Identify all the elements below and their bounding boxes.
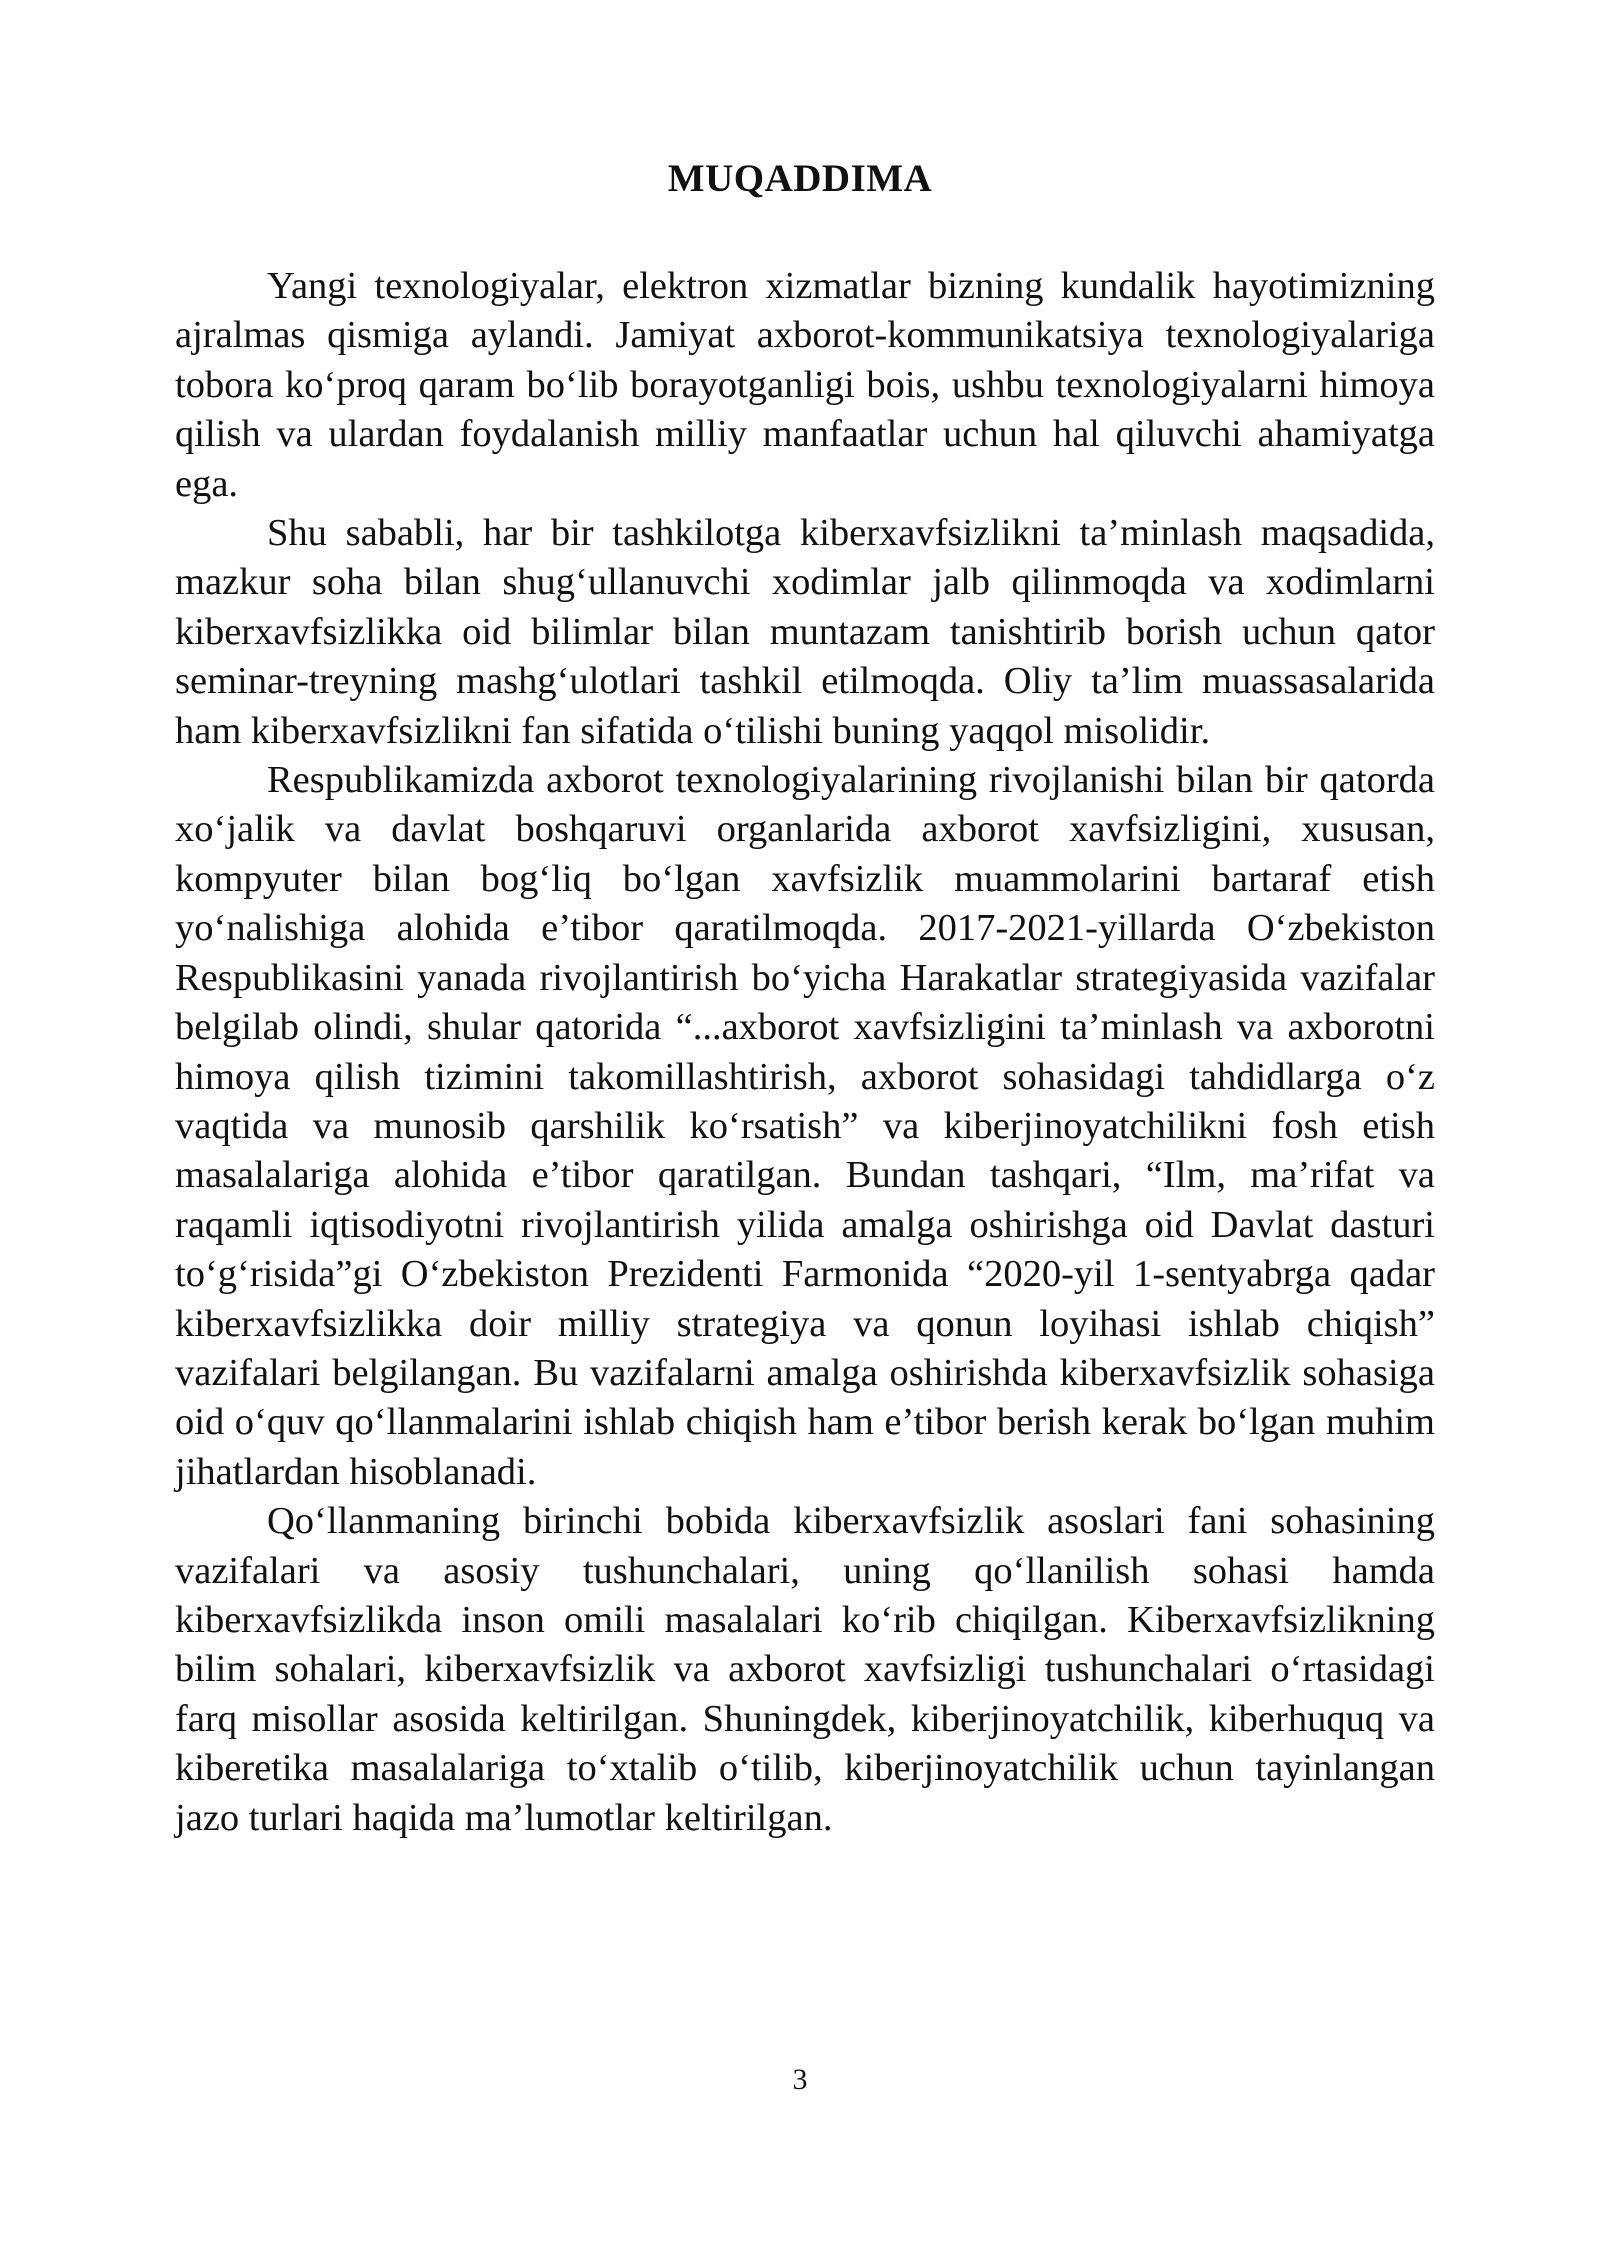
page-number: 3	[792, 2063, 808, 2096]
page-title: MUQADDIMA	[667, 157, 933, 200]
paragraph-2: Shu sababli, har bir tashkilotga kiberxavfsizlikni ta’minlash maqsadida, mazkur soha bilan shug‘ullanuvchi xodimlar jalb qilinmoqda va xodimlarni kiberxavfsizlikka oid bilimlar bilan muntazam tanishtirib borish uchun qator seminar-treyning mashg‘ulotlari tashkil etilmoqda. Oliy ta’lim muassasalarida ham kiberxavfsizlikni fan sifatida o‘tilishi buning yaqqol misolidir.	[175, 512, 1435, 752]
paragraph-3: Respublikamizda axborot texnologiyalarining rivojlanishi bilan bir qatorda xo‘jalik va davlat boshqaruvi organlarida axborot xavfsizligini, xususan, kompyuter bilan bog‘liq bo‘lgan xavfsizlik muammolarini bartaraf etish yo‘nalishiga alohida e’tibor qaratilmoqda. 2017-2021-yillarda O‘zbekiston Respublikasini yanada rivojlantirish bo‘yicha Harakatlar strategiyasida vazifalar belgilab olindi, shular qatorida “...axborot xavfsizligini ta’minlash va axborotni himoya qilish tizimini takomillashtirish, axborot sohasidagi tahdidlarga o‘z vaqtida va munosib qarshilik ko‘rsatish” va kiberjinoyatchilikni fosh etish masalalariga alohida e’tibor qaratilgan. Bundan tashqari, “Ilm, ma’rifat va raqamli iqtisodiyotni rivojlantirish yilida amalga oshirishga oid Davlat dasturi to‘g‘risida”gi O‘zbekiston Prezidenti Farmonida “2020-yil 1-sentyabrga qadar kiberxavfsizlikka doir milliy strategiya va qonun loyihasi ishlab chiqish” vazifalari belgilangan. Bu vazifalarni amalga oshirishda kiberxavfsizlik sohasiga oid o‘quv qo‘llanmalarini ishlab chiqish ham e’tibor berish kerak bo‘lgan muhim jihatlardan hisoblanadi.	[175, 759, 1435, 1493]
paragraph-4: Qo‘llanmaning birinchi bobida kiberxavfsizlik asoslari fani sohasining vazifalari va asosiy tushunchalari, uning qo‘llanilish sohasi hamda kiberxavfsizlikda inson omili masalalari ko‘rib chiqilgan. Kiberxavfsizlikning bilim sohalari, kiberxavfsizlik va axborot xavfsizligi tushunchalari o‘rtasidagi farq misollar asosida keltirilgan. Shuningdek, kiberjinoyatchilik, kiberhuquq va kiberetika masalalariga to‘xtalib o‘tilib, kiberjinoyatchilik uchun tayinlangan jazo turlari haqida ma’lumotlar keltirilgan.	[175, 1500, 1435, 1839]
body-text	[175, 262, 1435, 1843]
paragraph-1: Yangi texnologiyalar, elektron xizmatlar bizning kundalik hayotimizning ajralmas qismiga aylandi. Jamiyat axborot-kommunikatsiya texnologiyalariga tobora ko‘proq qaram bo‘lib borayotganligi bois, ushbu texnologiyalarni himoya qilish va ulardan foydalanish milliy manfaatlar uchun hal qiluvchi ahamiyatga ega.	[175, 265, 1435, 505]
